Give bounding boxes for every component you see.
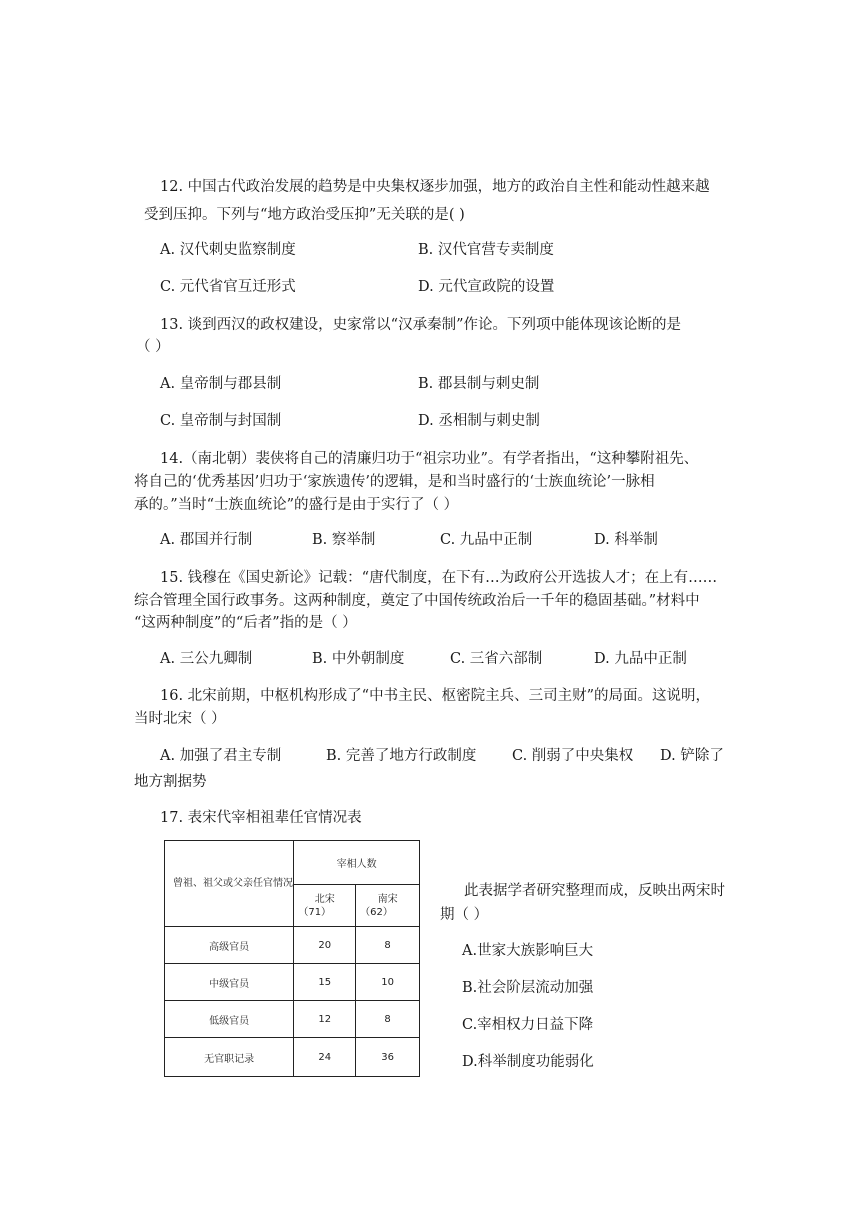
row-south-value: 10 xyxy=(356,964,420,1001)
q13-option-b: B. 郡县制与刺史制 xyxy=(418,376,540,392)
q14-option-c: C. 九品中正制 xyxy=(440,532,533,548)
table-col-north xyxy=(294,885,356,927)
q17-option-b: B.社会阶层流动加强 xyxy=(462,980,594,996)
col-north-name: 北宋 xyxy=(314,893,335,905)
q16-option-d-continued: 地方割据势 xyxy=(134,774,207,790)
q15-option-c: C. 三省六部制 xyxy=(450,651,543,667)
q16-option-b: B. 完善了地方行政制度 xyxy=(326,748,477,764)
q16-stem-line1: 16. 北宋前期，中枢机构形成了“中书主民、枢密院主兵、三司主财”的局面。这说明， xyxy=(160,688,710,704)
table-header-row xyxy=(165,841,420,885)
official-background-table xyxy=(164,840,420,1077)
q17-title: 17. 表宋代宰相祖辈任官情况表 xyxy=(160,810,362,826)
row-label: 无官职记录 xyxy=(165,1038,294,1077)
row-south-value: 8 xyxy=(356,1001,420,1038)
row-north-value: 12 xyxy=(294,1001,356,1038)
q12-option-d: D. 元代宣政院的设置 xyxy=(418,279,555,295)
table-row xyxy=(165,1038,420,1077)
q13-stem-line2: （ ） xyxy=(136,339,170,355)
row-south-value: 8 xyxy=(356,927,420,964)
q13-option-a: A. 皇帝制与郡县制 xyxy=(160,376,282,392)
q15-option-a: A. 三公九卿制 xyxy=(160,651,253,667)
table-row xyxy=(165,1001,420,1038)
q14-stem-line2: 将自己的‘优秀基因’归功于‘家族遗传’的逻辑，是和当时盛行的‘士族血统论’一脉相 xyxy=(134,474,655,490)
q13-stem-line1: 13. 谈到西汉的政权建设，史家常以“汉承秦制”作论。下列项中能体现该论断的是 xyxy=(160,317,681,333)
q17-option-a: A.世家大族影响巨大 xyxy=(462,943,594,959)
q15-stem-line3: “这两种制度”的“后者”指的是（ ） xyxy=(134,615,357,631)
q15-option-d: D. 九品中正制 xyxy=(594,651,687,667)
q17-option-d: D.科举制度功能弱化 xyxy=(462,1054,594,1070)
q14-option-a: A. 郡国并行制 xyxy=(160,532,253,548)
col-south-name: 南宋 xyxy=(377,893,398,905)
q14-stem-line1: 14.（南北朝）裴侠将自己的清廉归功于“祖宗功业”。有学者指出，“这种攀附祖先、 xyxy=(160,451,699,467)
table-row xyxy=(165,964,420,1001)
q14-option-b: B. 察举制 xyxy=(312,532,376,548)
q15-stem-line2: 综合管理全国行政事务。这两种制度，奠定了中国传统政治后一千年的稳固基础。”材料中 xyxy=(134,593,700,609)
q17-option-c: C.宰相权力日益下降 xyxy=(462,1017,594,1033)
row-north-value: 15 xyxy=(294,964,356,1001)
q12-option-a: A. 汉代刺史监察制度 xyxy=(160,242,296,258)
q15-option-b: B. 中外朝制度 xyxy=(312,651,405,667)
q16-option-d: D. 铲除了 xyxy=(660,748,724,764)
q12-option-b: B. 汉代官营专卖制度 xyxy=(418,242,554,258)
q16-option-a: A. 加强了君主专制 xyxy=(160,748,282,764)
table-header-group: 宰相人数 xyxy=(294,841,420,885)
row-label: 低级官员 xyxy=(165,1001,294,1038)
col-south-count: （62） xyxy=(360,906,393,918)
row-south-value: 36 xyxy=(356,1038,420,1077)
table-row xyxy=(165,927,420,964)
q14-stem-line3: 承的。”当时“士族血统论”的盛行是由于实行了（ ） xyxy=(134,497,459,513)
row-north-value: 24 xyxy=(294,1038,356,1077)
q16-option-c: C. 削弱了中央集权 xyxy=(512,748,634,764)
q14-option-d: D. 科举制 xyxy=(594,532,658,548)
row-label: 中级官员 xyxy=(165,964,294,1001)
row-north-value: 20 xyxy=(294,927,356,964)
table-header-left: 曾祖、祖父或父亲任官情况 xyxy=(165,841,294,927)
table-col-south xyxy=(356,885,420,927)
col-north-count: （71） xyxy=(298,906,332,918)
q12-option-c: C. 元代省官互迁形式 xyxy=(160,279,296,295)
row-label: 高级官员 xyxy=(165,927,294,964)
q17-stem-line1: 此表据学者研究整理而成，反映出两宋时 xyxy=(464,883,725,899)
q12-stem-line2: 受到压抑。下列与“地方政治受压抑”无关联的是( ) xyxy=(144,207,465,223)
q17-stem-line2: 期（ ） xyxy=(440,907,489,923)
q13-option-c: C. 皇帝制与封国制 xyxy=(160,413,282,429)
q13-option-d: D. 丞相制与刺史制 xyxy=(418,413,540,429)
q12-stem-line1: 12. 中国古代政治发展的趋势是中央集权逐步加强，地方的政治自主性和能动性越来越 xyxy=(160,179,710,195)
q15-stem-line1: 15. 钱穆在《国史新论》记载：“唐代制度，在下有…为政府公开选拔人才；在上有…… xyxy=(160,570,718,586)
q16-stem-line2: 当时北宋（ ） xyxy=(134,711,226,727)
